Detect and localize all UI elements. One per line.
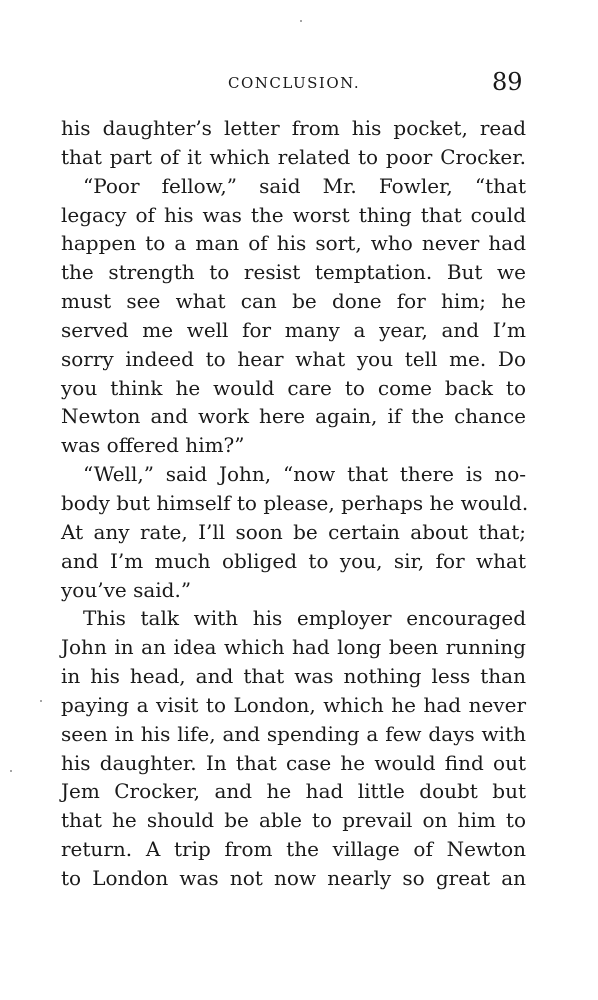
text-line: that he should be able to prevail on him to (61, 808, 526, 833)
text-line: his daughter. In that case he would find out (61, 750, 526, 775)
text-line: paying a visit to London, which he had never (61, 692, 526, 717)
text-line: This talk with his employer encouraged (83, 606, 526, 631)
text-line: you’ve said.” (61, 577, 192, 602)
text-line: return. A trip from the village of Newton (61, 837, 526, 862)
page-number: 89 (492, 68, 523, 96)
text-line: was offered him?” (61, 433, 245, 458)
running-head (0, 68, 598, 98)
text-line: you think he would care to come back to (61, 375, 526, 400)
paper-speck (10, 770, 12, 772)
text-line: happen to a man of his sort, who never had (61, 231, 526, 256)
text-line: “Poor fellow,” said Mr. Fowler, “that (83, 173, 526, 198)
paper-speck (300, 20, 302, 22)
text-line: “Well,” said John, “now that there is no- (83, 462, 526, 487)
chapter-title: CONCLUSION. (228, 74, 361, 92)
text-line: and I’m much obliged to you, sir, for what (61, 548, 526, 573)
paper-speck (40, 700, 42, 702)
text-line: the strength to resist temptation. But we (61, 260, 526, 285)
text-line: Newton and work here again, if the chance (61, 404, 526, 429)
text-line: to London was not now nearly so great an (61, 865, 526, 890)
text-line: At any rate, I’ll soon be certain about that; (61, 519, 526, 544)
text-line: seen in his life, and spending a few days with (61, 721, 526, 746)
text-line: body but himself to please, perhaps he would. (61, 490, 529, 515)
text-line: must see what can be done for him; he (61, 289, 526, 314)
text-line: served me well for many a year, and I’m (61, 317, 526, 342)
text-line: Jem Crocker, and he had little doubt but (61, 779, 526, 804)
text-line: sorry indeed to hear what you tell me. Do (61, 346, 526, 371)
body-text (61, 114, 529, 893)
text-line: in his head, and that was nothing less than (61, 664, 526, 689)
text-line: John in an idea which had long been running (61, 635, 526, 660)
text-line: that part of it which related to poor Crocker. (61, 144, 526, 169)
text-line: legacy of his was the worst thing that could (61, 202, 526, 227)
text-line: his daughter’s letter from his pocket, read (61, 116, 526, 140)
